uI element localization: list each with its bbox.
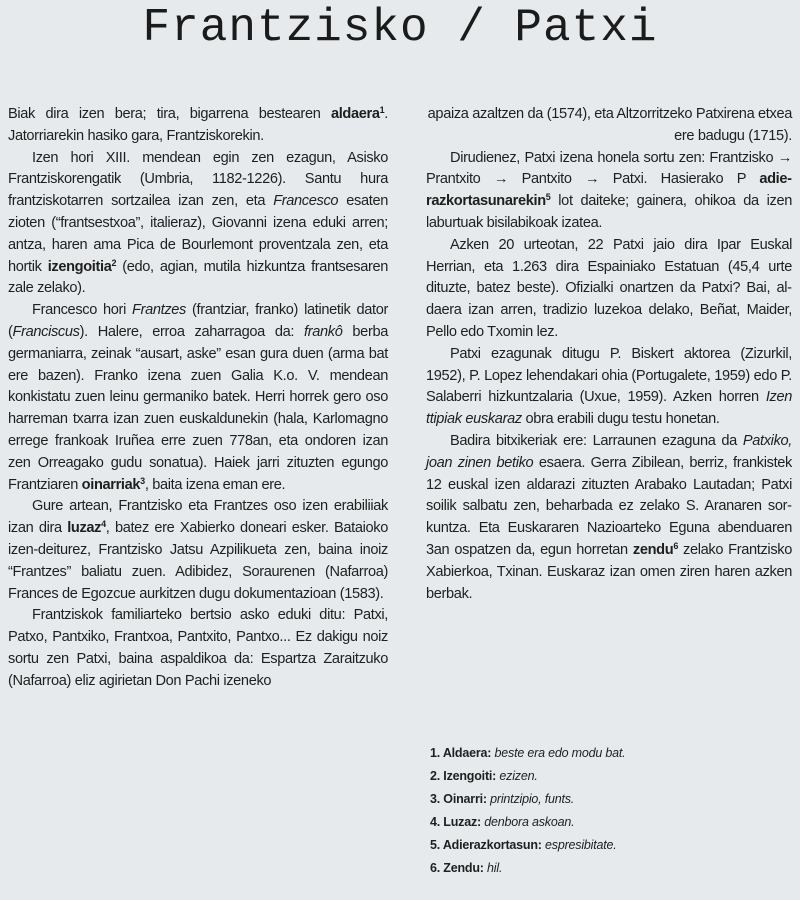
- right-column-paragraph-3: Azken 20 urteotan, 22 Patxi jaio dira Ipar Euskal Herrian, eta 1.263 dira Espainiako Estatuan (45,4 urte dituzte, batez beste). Ofizialki onartzen da Patxi? Bai, aldaera izan arren, tradizio luzekoa delako, Beñat, Maider, Pello edo Txomin lez.: [426, 236, 792, 340]
- glossary-term: 4. Luzaz:: [430, 815, 481, 829]
- glossary-term: 3. Oinarri:: [430, 792, 487, 806]
- glossary-definition: espresibitate.: [541, 838, 617, 852]
- right-column-paragraph-2: Dirudienez, Patxi izena honela sortu zen: Frantzisko → Prantxito → Pantxito → Patxi. Hasierako P adierazkortasunarekin$^5$ lot daiteke; gainera, ohikoa da izen laburtuak bisilabikoak izatea.: [426, 149, 792, 231]
- glossary-definition: denbora askoan.: [480, 815, 575, 829]
- glossary-definition: beste era edo modu bat.: [491, 746, 626, 760]
- right-column-paragraph-1: apaiza azaltzen da (1574), eta Altzorritzeko Patxirena etxea ere badugu (1715).: [427, 106, 792, 144]
- glossary-term: 1. Aldaera:: [430, 746, 492, 760]
- left-column-paragraph-3: Francesco hori Frantzes (frantziar, franko) latinetik dator (Franciscus). Halere, erroa zaharragoa da: frankô berba germaniarra, zeinak “ausart, aske” esan gura duen (arma bat ere bazen). Franko izena zuen Galia K.o. V. mendean konkistatu zuen leinu germaniko batek. Herri horrek gero oso harreman txarra izan zuen euskaldunekin (hala, Karlomagno erregе frankoak Iruñea erre zuen 778an, eta ondoren izan zen Orreagako gudu sonatua). Haiek jarri zituzten egungo Frantziaren oinarriak$^3$, baita izena eman ere.: [8, 302, 388, 493]
- glossary-note-1: [430, 742, 790, 765]
- page-title: Frantzisko / Patxi: [142, 2, 658, 54]
- left-column-paragraph-2: Izen hori XIII. mendean egin zen ezagun, Asisko Frantziskorengatik (Umbria, 1182-1226). Santu hura frantziskotarren sortzailea izan zen, eta Francesco esaten zioten (“frantsestxoa”, italieraz), Giovanni izena eduki arren; antza, haren ama Pica de Bourlemont proventzala zen, eta hortik izengoitia$^2$ (edo, agian, mutila hizkuntza frantsesaren zale zelako).: [8, 149, 389, 297]
- glossary-term: 6. Zendu:: [430, 861, 484, 875]
- glossary-term: 5. Adierazkortasun:: [430, 838, 542, 852]
- right-column-paragraph-4: Patxi ezagunak ditugu P. Biskert aktorea (Zizurkil, 1952), P. Lopez lehendakari ohia (Portugalete, 1959) edo P. Salaberri hizkuntzalaria (Uxue, 1959). Azken horren Izen ttipiak euskaraz obra erabili dugu testu honetan.: [426, 345, 792, 428]
- glossary-note-5: [430, 834, 790, 857]
- glossary-notes: [430, 742, 790, 880]
- glossary-note-3: [430, 788, 790, 811]
- glossary-term: 2. Izengoiti:: [430, 769, 497, 783]
- left-column: [8, 104, 388, 693]
- right-column: [426, 104, 792, 605]
- left-column-paragraph-4: Gure artean, Frantzisko eta Frantzes oso izen erabiliiak izan dira luzaz$^4$, batez ere Xabierko doneari esker. Bataioko izen-deiturez, Frantzisko Jatsu Azpilikueta zen, baina inoiz “Frantzes” baliatu zuen. Adibidez, Soraurenen (Nafarroa) Frances de Egozcue aurkitzen dugu dokumentazioan (1583).: [8, 498, 389, 602]
- glossary-definition: printzipio, funts.: [486, 792, 575, 806]
- left-column-paragraph-5: Frantziskok familiarteko bertsio asko eduki ditu: Patxi, Patxo, Pantxiko, Frantxoa, Pantxito, Pantxo... Ez dakigu noiz sortu zen Patxi, baina aspaldikoa da: Espartza Zaraitzuko (Nafarroa) eliz agirietan Don Pachi izeneko: [8, 607, 388, 689]
- glossary-note-2: [430, 765, 790, 788]
- glossary-definition: ezizen.: [496, 769, 538, 783]
- right-column-paragraph-5: Badira bitxikeriak ere: Larraunen ezaguna da Patxiko, joan zinen betiko esaera. Gerra Zibilean, berriz, frankistek 12 euskal izen aldarazi zituzten Arabako Lautadan; Patxi soilik salbatu zen, beharbada ez zelako S. Aranaren sorkuntza. Eta Euskararen Nazioarteko Eguna abenduaren 3an ospatzen da, egun horretan zendu$^6$ zelako Frantzisko Xabierkoa, Txinan. Euskaraz izan omen ziren haren azken berbak.: [426, 432, 792, 602]
- glossary-note-4: [430, 811, 790, 834]
- glossary-note-6: [430, 857, 790, 880]
- left-column-paragraph-1: Biak dira izen bera; tira, bigarrena bestearen aldaera$^1$. Jatorriarekin hasiko gara, Frantziskorekin.: [8, 105, 388, 144]
- glossary-definition: hil.: [483, 861, 503, 875]
